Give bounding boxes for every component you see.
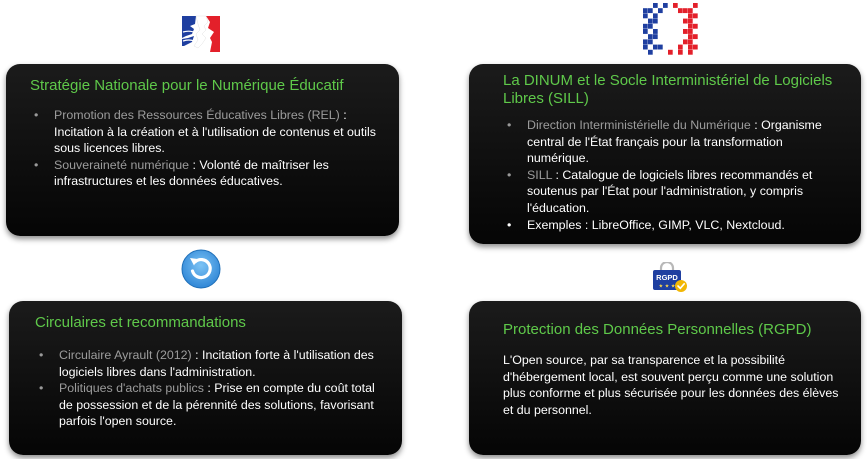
- marianne-logo-icon: [180, 12, 222, 54]
- rgpd-badge-label: RGPD: [656, 273, 678, 282]
- circulaires-card: [9, 301, 402, 455]
- list-item: [30, 107, 379, 157]
- list-item: [30, 157, 379, 190]
- dinum-card: [469, 64, 861, 244]
- item-term: Souveraineté numérique: [54, 157, 190, 172]
- card-title: La DINUM et le Socle Interministériel de Logiciels Libres (SILL): [503, 72, 833, 107]
- bullet-list: [35, 347, 382, 430]
- card-title: Stratégie Nationale pour le Numérique Éducatif: [30, 77, 344, 94]
- list-item: [35, 380, 382, 430]
- card-title: Circulaires et recommandations: [35, 314, 246, 331]
- card-title: Protection des Données Personnelles (RGPD): [503, 321, 812, 338]
- list-item: [503, 167, 841, 217]
- item-term: Politiques d'achats publics: [59, 381, 204, 396]
- bullet-list: [30, 107, 379, 190]
- rgpd-badge-icon: [651, 262, 689, 294]
- item-description: : Incitation forte à l'utilisation des logiciels libres dans l'administration.: [59, 348, 374, 379]
- item-term: Direction Interministérielle du Numérique: [527, 118, 751, 132]
- item-description: Exemples : LibreOffice, GIMP, VLC, Nextcloud.: [527, 217, 785, 232]
- list-item: [503, 117, 841, 167]
- strategie-card: [6, 64, 399, 236]
- dinum-pixel-marianne-icon: [643, 3, 698, 55]
- item-description: : Prise en compte du coût total de possession et de la pérennité des solutions, favorisant parfois l'open source.: [59, 381, 375, 429]
- item-description: : Organisme central de l'État français pour la transformation numérique.: [527, 118, 822, 166]
- rgpd-card: [469, 301, 861, 455]
- item-description: : Volonté de maîtriser les infrastructures et les données éducatives.: [54, 157, 329, 189]
- item-description: : Incitation à la création et à l'utilisation de contenus et outils sous licences libres.: [54, 108, 376, 156]
- list-item: [35, 347, 382, 380]
- item-term: Circulaire Ayrault (2012): [59, 348, 192, 362]
- card-paragraph: L'Open source, par sa transparence et la possibilité d'hébergement local, est souvent perçu comme une solution plus conforme et plus sécurisée pour les données des élèves et du personnel.: [503, 353, 839, 417]
- item-term: Promotion des Ressources Éducatives Libres (REL): [54, 108, 340, 122]
- item-description: : Catalogue de logiciels libres recommandés et soutenus par l'État pour l'administration, y compris l'éducation.: [527, 167, 813, 215]
- refresh-cycle-icon: [180, 248, 222, 290]
- list-item: [503, 217, 841, 234]
- svg-text:★ ★ ★: ★ ★ ★: [658, 283, 676, 290]
- bullet-list: [503, 117, 841, 233]
- item-term: SILL: [527, 167, 553, 182]
